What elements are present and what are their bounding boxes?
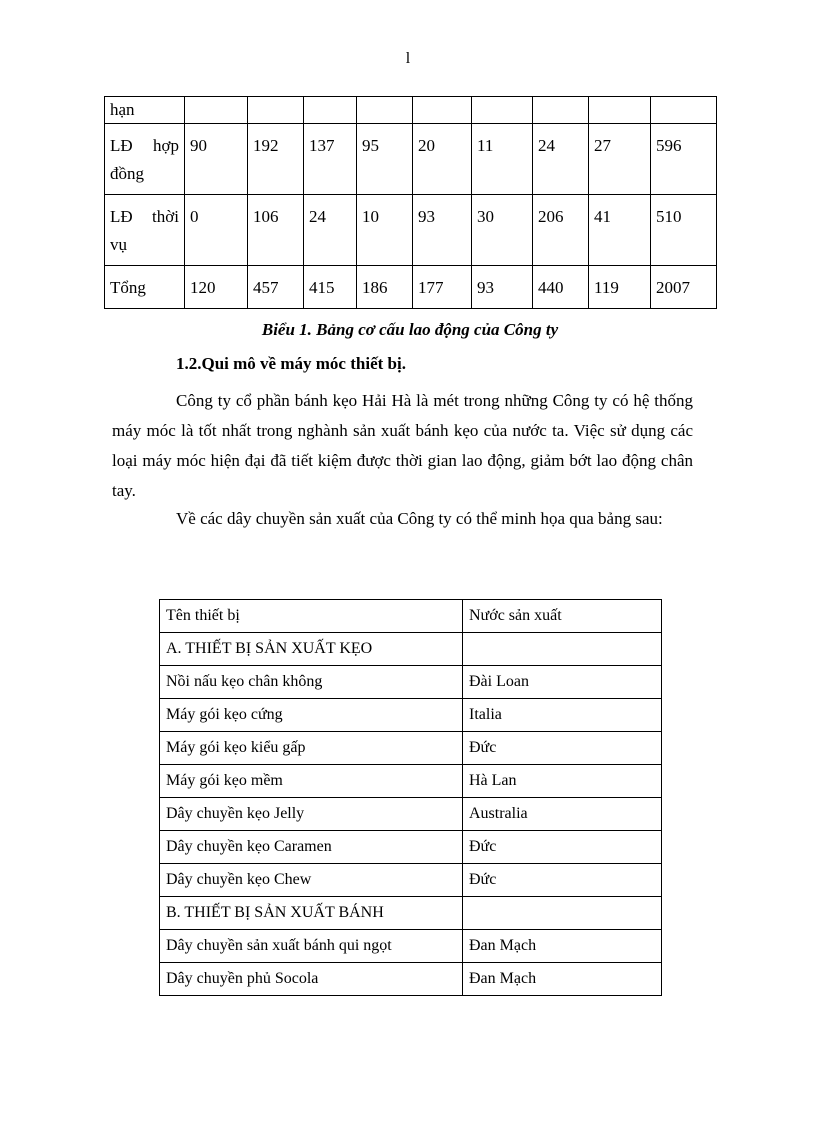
labor-cell [413, 97, 472, 124]
equipment-country: Australia [463, 798, 662, 831]
labor-cell: 30 [472, 195, 533, 266]
labor-cell: 24 [533, 124, 589, 195]
labor-cell: 11 [472, 124, 533, 195]
equipment-name: Dây chuyền kẹo Jelly [160, 798, 463, 831]
labor-cell: 177 [413, 266, 472, 309]
labor-cell [357, 97, 413, 124]
equipment-row [160, 798, 662, 831]
labor-cell: 24 [304, 195, 357, 266]
equipment-row [160, 699, 662, 732]
labor-cell: 93 [472, 266, 533, 309]
labor-row-label: Tổng [105, 266, 185, 309]
labor-cell: 415 [304, 266, 357, 309]
equipment-country: Đan Mạch [463, 930, 662, 963]
labor-cell: 27 [589, 124, 651, 195]
equipment-name: Dây chuyền sản xuất bánh qui ngọt [160, 930, 463, 963]
equipment-country [463, 897, 662, 930]
equipment-name: Dây chuyền kẹo Chew [160, 864, 463, 897]
equipment-table [159, 599, 662, 996]
labor-row-label: LĐ hợp đồng [105, 124, 185, 195]
labor-cell: 192 [248, 124, 304, 195]
equipment-country: Hà Lan [463, 765, 662, 798]
equipment-row [160, 864, 662, 897]
equipment-country: Italia [463, 699, 662, 732]
equipment-name: Máy gói kẹo mềm [160, 765, 463, 798]
labor-table-row [105, 195, 717, 266]
labor-cell: 120 [185, 266, 248, 309]
labor-row-label: LĐ thời vụ [105, 195, 185, 266]
labor-cell: 106 [248, 195, 304, 266]
equipment-row [160, 765, 662, 798]
paragraph-equipment-intro: Công ty cổ phần bánh kẹo Hải Hà là mét trong những Công ty có hệ thống máy móc là tốt nhất trong nghành sản xuất bánh kẹo của nước ta. Việc sử dụng các loại máy móc hiện đại đã tiết kiệm được thời gian lao động, giảm bớt lao động chân tay. [112, 391, 693, 500]
labor-cell [248, 97, 304, 124]
labor-cell: 20 [413, 124, 472, 195]
labor-cell [304, 97, 357, 124]
labor-cell: 90 [185, 124, 248, 195]
labor-cell: 0 [185, 195, 248, 266]
labor-cell: 119 [589, 266, 651, 309]
equipment-country [463, 633, 662, 666]
equipment-row [160, 897, 662, 930]
header-equipment-name: Tên thiết bị [160, 600, 463, 633]
labor-structure-table [104, 96, 717, 309]
equipment-country: Đức [463, 864, 662, 897]
labor-cell: 510 [651, 195, 717, 266]
page-number: l [405, 50, 411, 67]
labor-cell: 206 [533, 195, 589, 266]
equipment-country: Đức [463, 732, 662, 765]
equipment-name: Dây chuyền phủ Socola [160, 963, 463, 996]
equipment-name: A. THIẾT BỊ SẢN XUẤT KẸO [160, 633, 463, 666]
section-heading: 1.2.Qui mô về máy móc thiết bị. [176, 354, 406, 373]
equipment-row [160, 732, 662, 765]
labor-cell [472, 97, 533, 124]
table-caption: Biểu 1. Bảng cơ cấu lao động của Công ty [261, 320, 559, 339]
labor-cell: 10 [357, 195, 413, 266]
labor-row-label: hạn [105, 97, 185, 124]
equipment-row [160, 666, 662, 699]
labor-table-row [105, 97, 717, 124]
labor-table-row [105, 266, 717, 309]
labor-cell: 457 [248, 266, 304, 309]
labor-cell: 95 [357, 124, 413, 195]
equipment-header-row [160, 600, 662, 633]
labor-cell: 186 [357, 266, 413, 309]
equipment-row [160, 930, 662, 963]
equipment-row [160, 963, 662, 996]
labor-cell: 596 [651, 124, 717, 195]
equipment-row [160, 831, 662, 864]
equipment-name: B. THIẾT BỊ SẢN XUẤT BÁNH [160, 897, 463, 930]
equipment-country: Đài Loan [463, 666, 662, 699]
labor-table-row [105, 124, 717, 195]
header-country: Nước sản xuất [463, 600, 662, 633]
equipment-name: Nồi nấu kẹo chân không [160, 666, 463, 699]
labor-cell: 440 [533, 266, 589, 309]
equipment-name: Dây chuyền kẹo Caramen [160, 831, 463, 864]
equipment-name: Máy gói kẹo kiểu gấp [160, 732, 463, 765]
labor-cell [589, 97, 651, 124]
labor-cell [185, 97, 248, 124]
labor-cell: 137 [304, 124, 357, 195]
labor-cell: 2007 [651, 266, 717, 309]
paragraph-production-lines: Về các dây chuyền sản xuất của Công ty có thể minh họa qua bảng sau: [176, 509, 663, 528]
labor-cell: 41 [589, 195, 651, 266]
labor-cell [651, 97, 717, 124]
equipment-row [160, 633, 662, 666]
equipment-country: Đức [463, 831, 662, 864]
equipment-name: Máy gói kẹo cứng [160, 699, 463, 732]
labor-cell: 93 [413, 195, 472, 266]
equipment-country: Đan Mạch [463, 963, 662, 996]
labor-cell [533, 97, 589, 124]
